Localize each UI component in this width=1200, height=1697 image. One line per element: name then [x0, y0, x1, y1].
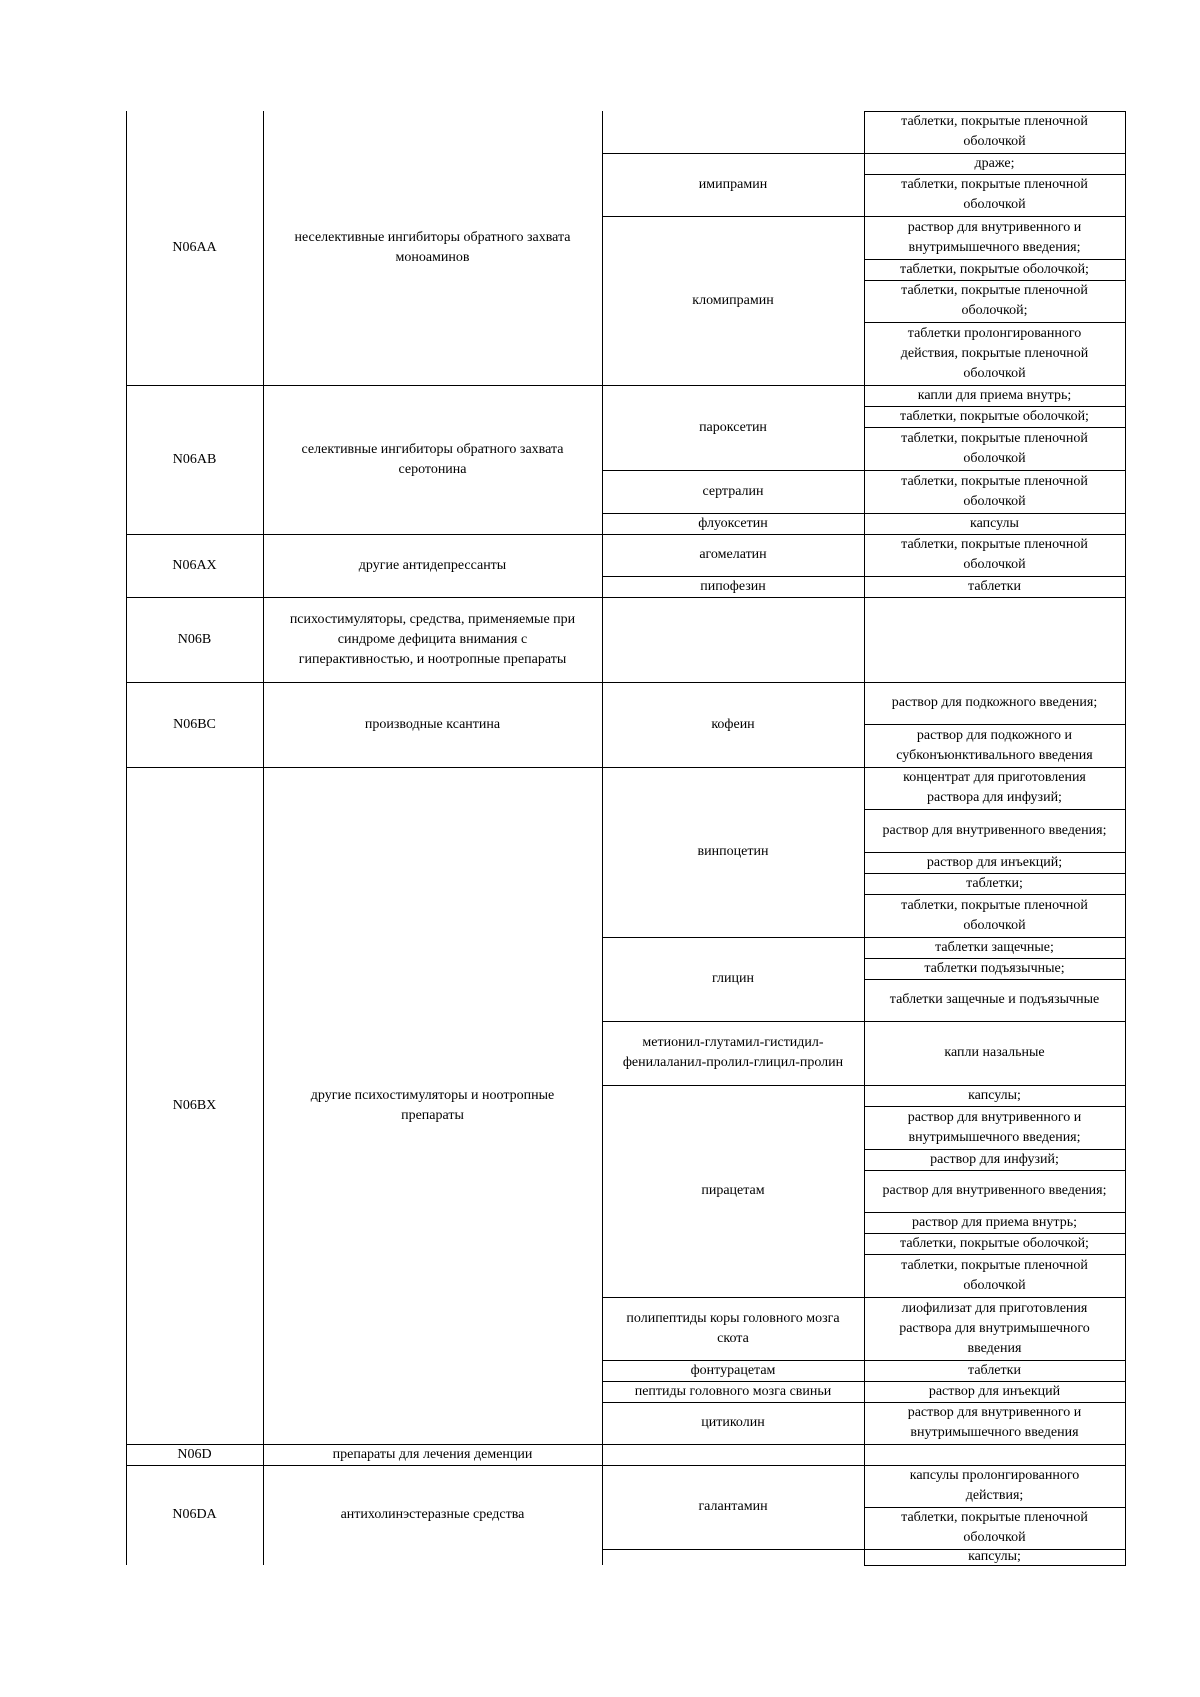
- drug-name: [602, 1549, 864, 1565]
- dosage-form: таблетки, покрытые пленочной оболочкой: [901, 897, 1088, 933]
- drug-name: фонтурацетам: [690, 1362, 776, 1378]
- drug-name: пептиды головного мозга свиньи: [634, 1383, 832, 1399]
- drug-name: флуоксетин: [698, 515, 768, 531]
- dosage-form: таблетки, покрытые пленочной оболочкой: [901, 114, 1088, 149]
- drug-name: метионил-глутамил-гистидил- фенилаланил-пролил-глицил-пролин: [622, 1035, 844, 1070]
- atc-group-name: психостимуляторы, средства, применяемые при синдроме дефицита внимания с гиперактивностью, и ноотропные препараты: [289, 611, 576, 667]
- dosage-form: капсулы: [970, 515, 1019, 531]
- dosage-form: таблетки, покрытые пленочной оболочкой: [901, 177, 1088, 212]
- dosage-form: раствор для внутривенного введения;: [882, 1183, 1107, 1198]
- atc-group-name: неселективные ингибиторы обратного захвата моноаминов: [294, 230, 571, 265]
- dosage-form: раствор для инъекций: [928, 1383, 1061, 1399]
- dosage-form: таблетки, покрытые пленочной оболочкой: [901, 1257, 1088, 1293]
- atc-group-name: другие психостимуляторы и ноотропные препараты: [310, 1087, 555, 1123]
- dosage-form: таблетки, покрытые пленочной оболочкой: [901, 1510, 1088, 1545]
- dosage-form: концентрат для приготовления раствора для инфузий;: [903, 770, 1086, 805]
- dosage-form: капсулы;: [968, 1087, 1021, 1103]
- drug-name: пипофезин: [700, 578, 766, 594]
- dosage-form: капсулы пролонгированного действия;: [909, 1468, 1080, 1503]
- drug-name: винпоцетин: [697, 844, 769, 859]
- dosage-form: таблетки, покрытые пленочной оболочкой: [901, 537, 1088, 572]
- dosage-form: таблетки, покрытые оболочкой;: [900, 1235, 1089, 1251]
- dosage-form: раствор для внутривенного и внутримышечного введения;: [907, 1109, 1082, 1145]
- drug-name: кофеин: [711, 716, 755, 732]
- drug-name: глицин: [712, 971, 754, 986]
- drug-name: полипептиды коры головного мозга скота: [626, 1310, 840, 1346]
- dosage-form: таблетки подъязычные;: [924, 960, 1065, 976]
- dosage-form: раствор для внутривенного и внутримышечного введения: [907, 1405, 1082, 1440]
- dosage-form: драже;: [974, 155, 1015, 171]
- dosage-form: раствор для внутривенного и внутримышечного введения;: [907, 219, 1082, 255]
- atc-code: N06D: [177, 1446, 212, 1462]
- atc-group-name: препараты для лечения деменции: [332, 1446, 533, 1462]
- dosage-form: капли назальные: [944, 1045, 1045, 1060]
- atc-code: N06BC: [173, 716, 216, 732]
- atc-group-name: производные ксантина: [364, 716, 501, 732]
- drug-name: сертралин: [702, 483, 764, 499]
- drug-name: галантамин: [698, 1499, 768, 1514]
- dosage-form: таблетки, покрытые пленочной оболочкой;: [901, 283, 1088, 318]
- vertical-rule: [1125, 111, 1126, 1565]
- dosage-form: таблетки, покрытые пленочной оболочкой: [901, 430, 1088, 466]
- drug-name: кломипрамин: [692, 292, 774, 308]
- atc-code: N06AA: [172, 240, 217, 255]
- dosage-form: таблетки защечные;: [935, 939, 1054, 955]
- atc-group-name: антихолинэстеразные средства: [340, 1507, 525, 1522]
- dosage-form: таблетки: [968, 1362, 1021, 1378]
- dosage-form: таблетки, покрытые оболочкой;: [900, 408, 1089, 424]
- dosage-form: раствор для инфузий;: [930, 1151, 1059, 1167]
- drug-name: [602, 111, 864, 153]
- atc-code: N06AX: [172, 557, 217, 573]
- dosage-form: таблетки, покрытые оболочкой;: [900, 261, 1089, 277]
- drug-name: агомелатин: [699, 547, 767, 562]
- dosage-form: раствор для приема внутрь;: [912, 1214, 1077, 1230]
- dosage-form: капли для приема внутрь;: [917, 387, 1072, 403]
- dosage-form: таблетки, покрытые пленочной оболочкой: [901, 473, 1088, 509]
- horizontal-rule: [864, 1565, 1126, 1566]
- dosage-form: раствор для подкожного и субконъюнктивального введения: [896, 727, 1093, 763]
- dosage-form: таблетки пролонгированного действия, покрытые пленочной оболочкой: [900, 325, 1089, 381]
- dosage-form: раствор для инъекций;: [926, 854, 1063, 870]
- drug-name: пирацетам: [701, 1183, 765, 1198]
- atc-group-name: селективные ингибиторы обратного захвата серотонина: [301, 441, 564, 477]
- dosage-form: раствор для внутривенного введения;: [882, 822, 1107, 838]
- atc-code: N06BX: [172, 1097, 217, 1113]
- dosage-form: таблетки: [968, 578, 1021, 594]
- drug-name: пароксетин: [699, 419, 767, 435]
- drug-name: цитиколин: [701, 1415, 765, 1430]
- atc-code: N06DA: [172, 1507, 217, 1522]
- atc-code: N06B: [177, 631, 212, 647]
- atc-code: N06AB: [172, 451, 217, 467]
- dosage-form: раствор для подкожного введения;: [891, 695, 1098, 710]
- dosage-form: капсулы;: [968, 1549, 1021, 1564]
- dosage-form: таблетки;: [966, 875, 1023, 891]
- dosage-form: таблетки защечные и подъязычные: [889, 992, 1100, 1007]
- horizontal-rule: [864, 111, 1126, 112]
- drug-name: имипрамин: [698, 176, 768, 192]
- atc-group-name: другие антидепрессанты: [358, 557, 507, 573]
- dosage-form: лиофилизат для приготовления раствора для внутримышечного введения: [899, 1300, 1090, 1356]
